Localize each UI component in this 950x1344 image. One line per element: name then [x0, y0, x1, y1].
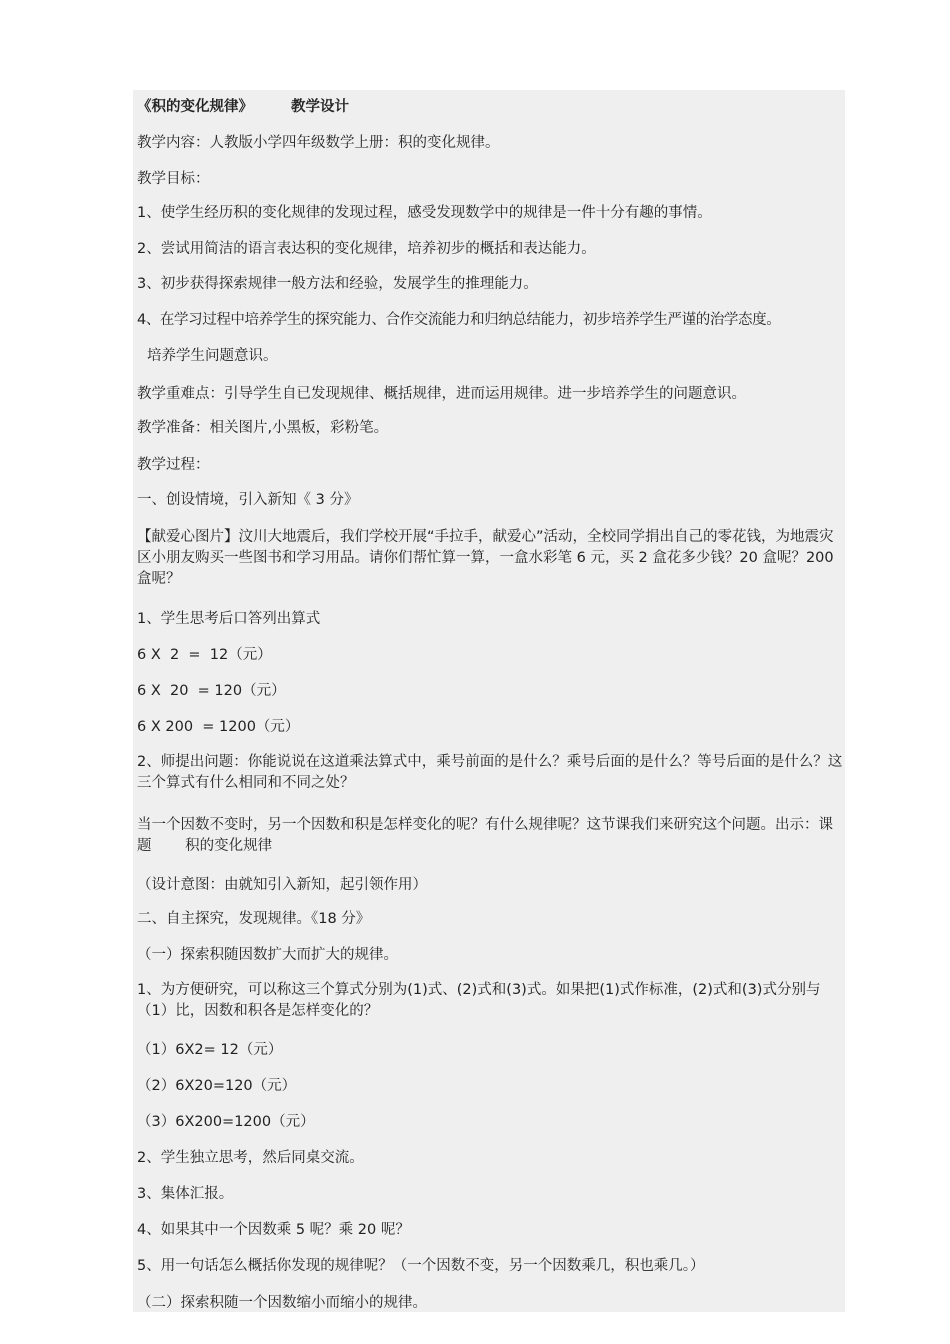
goal-item-1: 1、使学生经历积的变化规律的发现过程，感受发现数学中的规律是一件十分有趣的事情。: [137, 205, 712, 221]
goal-item-3: 3、初步获得探索规律一般方法和经验，发展学生的推理能力。: [137, 276, 538, 292]
document-title: [137, 96, 845, 118]
teaching-process-heading: 教学过程：: [137, 457, 210, 473]
formula-1: （1）6X2= 12（元）: [137, 1042, 283, 1058]
topic-introduction: 当一个因数不变时，另一个因数和积是怎样变化的呢？有什么规律呢？这节课我们来研究这个问题。出示：课题 积的变化规律: [137, 817, 833, 854]
teaching-preparation: 教学准备：相关图片,小黑板，彩粉笔。: [137, 420, 389, 436]
goal-item-2: 2、尝试用简洁的语言表达积的变化规律，培养初步的概括和表达能力。: [137, 241, 596, 257]
equation-3: 6 X 200 = 1200（元）: [137, 719, 300, 735]
scenario-paragraph: 【献爱心图片】汶川大地震后，我们学校开展“手拉手，献爱心”活动，全校同学捐出自己的零花钱，为地震灾区小朋友购买一些图书和学习用品。请你们帮忙算一算，一盒水彩笔 6 元，买 2 盒花多少钱？20 盒呢？200 盒呢？: [137, 529, 834, 587]
step-2-question: 2、师提出问题：你能说说在这道乘法算式中，乘号前面的是什么？乘号后面的是什么？等号后面的是什么？这三个算式有什么相同和不同之处？: [137, 754, 843, 791]
section-two-heading: 二、自主探究，发现规律。《18 分》: [137, 911, 371, 927]
subsection-two-heading: （二）探索积随一个因数缩小而缩小的规律。: [137, 1295, 427, 1311]
goal-item-4: 4、在学习过程中培养学生的探究能力、合作交流能力和归纳总结能力，初步培养学生严谨的治学态度。: [137, 312, 781, 328]
goal-item-4-continued: 培养学生问题意识。: [147, 348, 278, 364]
teaching-content: 教学内容：人教版小学四年级数学上册：积的变化规律。: [137, 135, 500, 151]
report-step: 3、集体汇报。: [137, 1186, 234, 1202]
discussion-step: 2、学生独立思考，然后同桌交流。: [137, 1150, 364, 1166]
teaching-goals-heading: 教学目标：: [137, 171, 210, 187]
document-title-sub: 教学设计: [291, 99, 349, 115]
document-title-main: 《积的变化规律》: [137, 99, 253, 115]
extension-question: 4、如果其中一个因数乘 5 呢？乘 20 呢？: [137, 1222, 410, 1238]
step-1: 1、学生思考后口答列出算式: [137, 611, 321, 627]
subsection-one-heading: （一）探索积随因数扩大而扩大的规律。: [137, 947, 398, 963]
design-intent: （设计意图：由就知引入新知，起引领作用）: [137, 877, 427, 893]
equation-1: 6 X 2 = 12（元）: [137, 647, 272, 663]
research-instruction: 1、为方便研究，可以称这三个算式分别为(1)式、(2)式和(3)式。如果把(1)式作标准，(2)式和(3)式分别与（1）比，因数和积各是怎样变化的？: [137, 982, 821, 1019]
key-points: 教学重难点：引导学生自已发现规律、概括规律，进而运用规律。进一步培养学生的问题意识。: [137, 386, 746, 402]
summary-question: 5、用一句话怎么概括你发现的规律呢？（一个因数不变，另一个因数乘几，积也乘几。）: [137, 1258, 705, 1274]
formula-2: （2）6X20=120（元）: [137, 1078, 297, 1094]
equation-2: 6 X 20 = 120（元）: [137, 683, 286, 699]
formula-3: （3）6X200=1200（元）: [137, 1114, 315, 1130]
section-one-heading: 一、创设情境，引入新知《 3 分》: [137, 492, 359, 508]
